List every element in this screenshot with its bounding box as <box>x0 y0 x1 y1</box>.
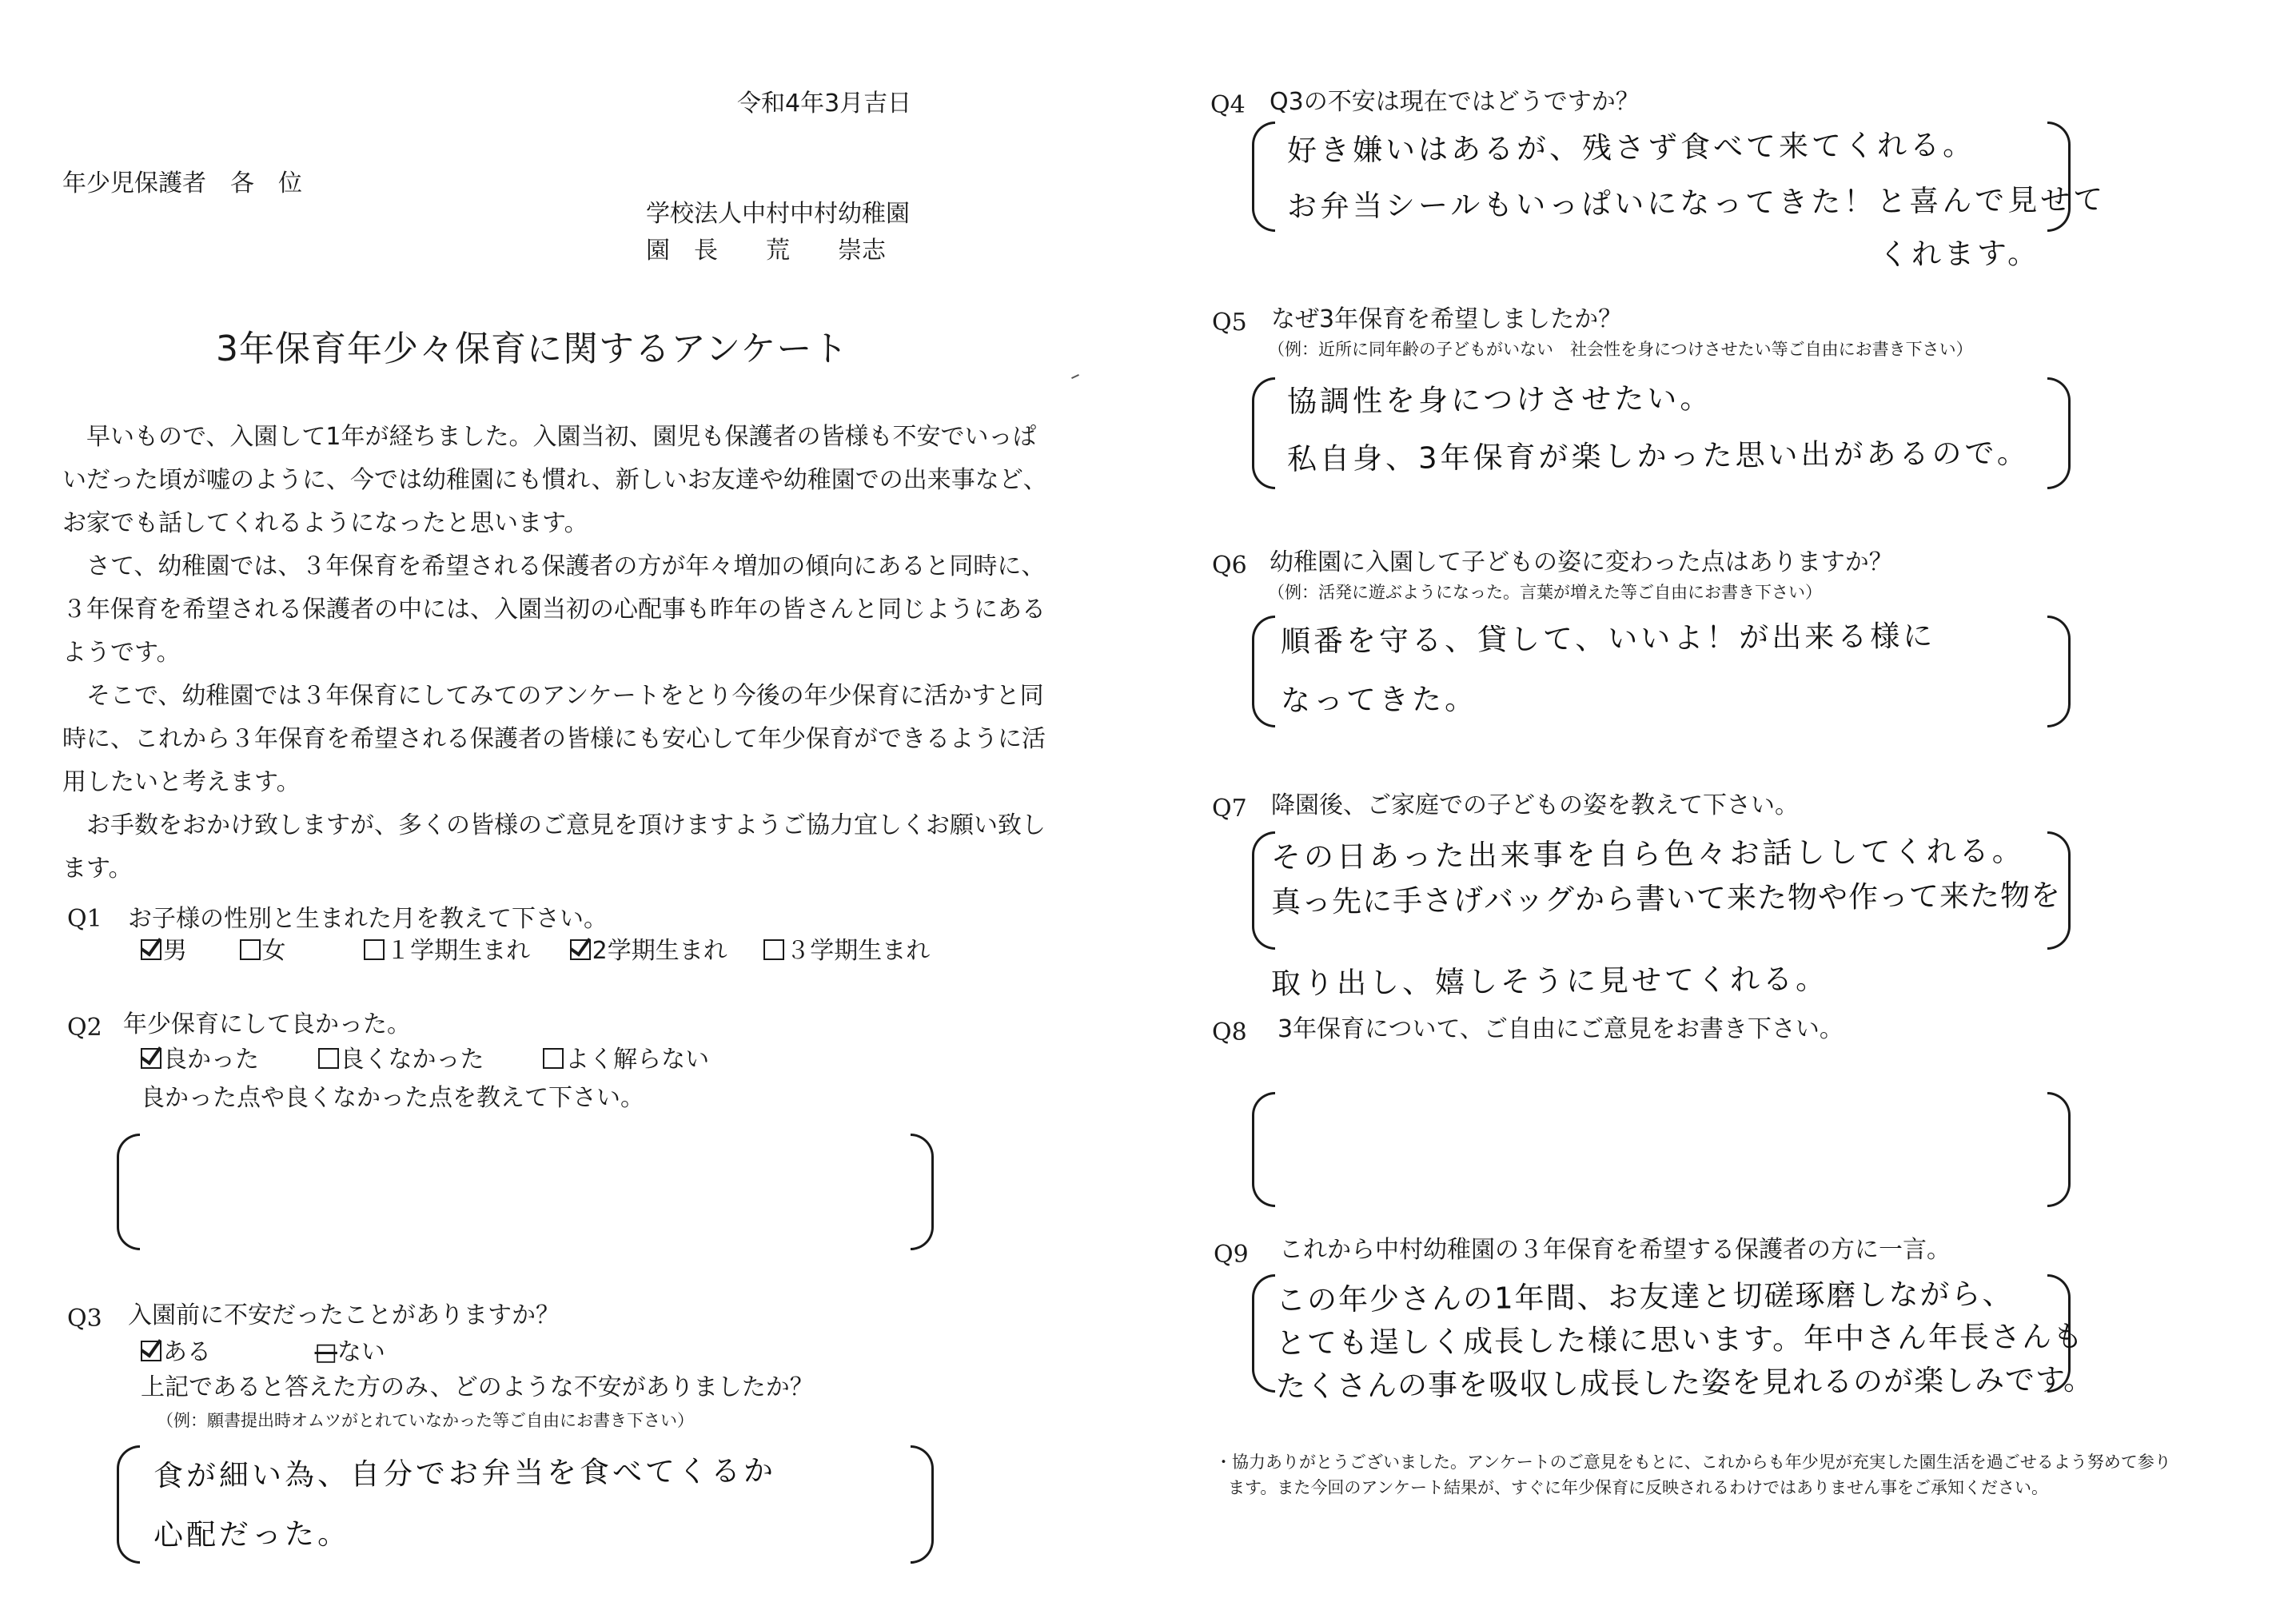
q9-answer-box[interactable] <box>1252 1274 2095 1404</box>
q5-number: Q5 <box>1212 309 1247 337</box>
q4-answer-box[interactable] <box>1252 122 2107 232</box>
intro-line: ようです。 <box>62 639 181 667</box>
q2-question: 年少保育にして良かった。 <box>123 1010 411 1038</box>
intro-line: ３年保育を希望される保護者の中には、入園当初の心配事も昨年の皆さんと同じようにある <box>62 596 1046 624</box>
q1-option-male[interactable]: 男 <box>141 937 187 966</box>
q7-answer-line: その日あった出来事を自ら色々お話ししてくれる。 <box>1270 833 2025 875</box>
q1-option-term2[interactable]: 2学期生まれ <box>570 937 727 966</box>
q6-example: （例：活発に遊ぶようになった。言葉が増えた等ご自由にお書き下さい） <box>1268 583 1822 602</box>
bracket-right <box>911 1134 934 1250</box>
q2-option-bad[interactable]: 良くなかった <box>318 1046 484 1074</box>
footer-note-line: ます。また今回のアンケート結果が、すぐに年少保育に反映されるわけではありません事をご承知ください。 <box>1228 1478 2049 1497</box>
q3-followup: 上記であると答えた方のみ、どのような不安がありましたか？ <box>141 1373 814 1401</box>
q5-answer-line: 協調性を身につけさせたい。 <box>1286 381 1713 419</box>
struck-checkbox[interactable]: □ <box>314 1338 337 1366</box>
q2-option-good[interactable]: 良かった <box>141 1046 259 1074</box>
intro-line: そこで、幼稚園では３年保育にしてみてのアンケートをとり今後の年少保育に活かすと同 <box>86 682 1044 710</box>
addressee: 年少児保護者 各 位 <box>62 169 302 197</box>
q7-answer-line: 真っ先に手さげバッグから書いて来た物や作って来た物を <box>1270 878 2062 919</box>
q7-number: Q7 <box>1212 795 1247 823</box>
bracket-left <box>1252 616 1275 727</box>
bracket-left <box>1252 377 1275 489</box>
q6-answer-line: なってきた。 <box>1280 681 1478 718</box>
q4-answer-line: くれます。 <box>1878 236 2041 272</box>
intro-line: さて、幼稚園では、３年保育を希望される保護者の方が年々増加の傾向にあると同時に、 <box>86 552 1046 580</box>
q3-example: （例：願書提出時オムツがとれていなかった等ご自由にお書き下さい） <box>157 1411 694 1430</box>
q9-answer-line: この年少さんの1年間、お友達と切磋琢磨しながら、 <box>1275 1276 2014 1317</box>
q9-answer-line: たくさんの事を吸収し成長した姿を見れるのが楽しみです。 <box>1275 1362 2095 1404</box>
intro-line: お手数をおかけ致しますが、多くの皆様のご意見を頂けますようご協力宜しくお願い致し <box>86 811 1046 839</box>
q3-option-yes[interactable]: ある <box>141 1338 211 1367</box>
q9-question: これから中村幼稚園の３年保育を希望する保護者の方に一言。 <box>1279 1236 1951 1264</box>
intro-line: 用したいと考えます。 <box>62 768 301 796</box>
bracket-left <box>1252 122 1275 232</box>
q2-followup: 良かった点や良くなかった点を教えて下さい。 <box>141 1084 644 1112</box>
q2-options <box>141 1046 754 1074</box>
q3-options <box>141 1338 430 1367</box>
q3-number: Q3 <box>67 1305 102 1333</box>
page-title: 3年保育年少々保育に関するアンケート <box>216 329 849 369</box>
q5-question: なぜ3年保育を希望しましたか？ <box>1271 305 1623 333</box>
q7-question: 降園後、ご家庭での子どもの姿を教えて下さい。 <box>1271 791 1799 819</box>
bracket-right <box>2047 1092 2071 1207</box>
q1-option-term1[interactable]: １学期生まれ <box>364 937 530 966</box>
q7-answer-line: 取り出し、嬉しそうに見せてくれる。 <box>1270 961 1829 1001</box>
q7-answer-box[interactable] <box>1252 831 2071 950</box>
q2-number: Q2 <box>67 1014 102 1042</box>
q2-answer-box[interactable] <box>117 1134 934 1250</box>
q3-answer-box[interactable] <box>117 1445 934 1564</box>
footer-note-line: ・協力ありがとうございました。アンケートのご意見をもとに、これからも年少児が充実した園生活を過ごせるよう努めて参り <box>1215 1453 2171 1472</box>
bracket-right <box>2047 616 2071 727</box>
q5-example: （例：近所に同年齢の子どもがいない 社会性を身につけさせたい等ご自由にお書き下さい） <box>1268 340 1973 359</box>
right-page <box>1148 0 2296 1618</box>
bracket-right <box>911 1445 934 1564</box>
date: 令和4年3月吉日 <box>737 90 912 118</box>
q5-answer-line: 私自身、3年保育が楽しかった思い出があるので。 <box>1286 435 2030 476</box>
q6-answer-line: 順番を守る、貸して、いいよ！が出来る様に <box>1280 618 1936 659</box>
q9-number: Q9 <box>1214 1241 1249 1269</box>
q6-question: 幼稚園に入園して子どもの姿に変わった点はありますか？ <box>1270 548 1893 576</box>
q1-option-female[interactable]: 女 <box>240 937 286 966</box>
intro-text <box>62 416 1047 891</box>
q3-question: 入園前に不安だったことがありますか？ <box>128 1301 560 1329</box>
checkbox-checked[interactable] <box>141 939 161 960</box>
bracket-left <box>117 1134 140 1250</box>
q6-answer-box[interactable] <box>1252 616 2071 727</box>
q1-option-term3[interactable]: ３学期生まれ <box>763 937 930 966</box>
q3-option-no[interactable]: □ない <box>314 1338 385 1366</box>
q3-answer-line: 食が細い為、自分でお弁当を食べてくるか <box>153 1453 777 1493</box>
q9-answer-line: とても逞しく成長した様に思います。年中さん年長さんも <box>1275 1319 2085 1361</box>
q4-question: Q3の不安は現在ではどうですか？ <box>1270 88 1640 116</box>
q1-options <box>141 937 975 966</box>
intro-line: 早いもので、入園して1年が経ちました。入園当初、園児も保護者の皆様も不安でいっぱ <box>86 423 1037 451</box>
checkbox-checked[interactable] <box>570 939 591 960</box>
q4-answer-line: お弁当シールもいっぱいになってきた！と喜んで見せて <box>1286 182 2107 224</box>
intro-line: 時に、これから３年保育を希望される保護者の皆様にも安心して年少保育ができるように活 <box>62 725 1046 753</box>
q1-question: お子様の性別と生まれた月を教えて下さい。 <box>128 905 608 933</box>
q4-number: Q4 <box>1210 91 1246 119</box>
q2-option-unsure[interactable]: よく解らない <box>543 1046 709 1074</box>
bracket-left <box>117 1445 140 1564</box>
q4-answer-line: 好き嫌いはあるが、残さず食べて来てくれる。 <box>1286 127 1976 168</box>
intro-line: いだった頃が嘘のように、今では幼稚園にも慣れ、新しいお友達や幼稚園での出来事など、 <box>62 466 1047 494</box>
checkbox[interactable] <box>364 939 385 960</box>
principal-name: 園 長 荒 崇志 <box>646 237 886 265</box>
checkbox[interactable] <box>543 1048 564 1069</box>
bracket-left <box>1252 1092 1275 1207</box>
q3-answer-line: 心配だった。 <box>153 1516 351 1552</box>
bracket-right <box>2047 377 2071 489</box>
checkbox[interactable] <box>763 939 784 960</box>
bracket-left <box>1252 1274 1275 1393</box>
checkbox[interactable] <box>318 1048 339 1069</box>
intro-line: お家でも話してくれるようになったと思います。 <box>62 509 588 537</box>
q8-question: 3年保育について、ご自由にご意見をお書き下さい。 <box>1278 1015 1844 1043</box>
q6-number: Q6 <box>1212 552 1247 580</box>
q8-number: Q8 <box>1212 1018 1247 1046</box>
q8-answer-box[interactable] <box>1252 1092 2071 1207</box>
q1-number: Q1 <box>67 905 102 933</box>
checkbox-checked[interactable] <box>141 1341 161 1361</box>
checkbox-checked[interactable] <box>141 1048 161 1069</box>
school-name: 学校法人中村中村幼稚園 <box>646 200 910 228</box>
checkbox[interactable] <box>240 939 261 960</box>
intro-line: ます。 <box>62 855 133 883</box>
q5-answer-box[interactable] <box>1252 377 2071 489</box>
